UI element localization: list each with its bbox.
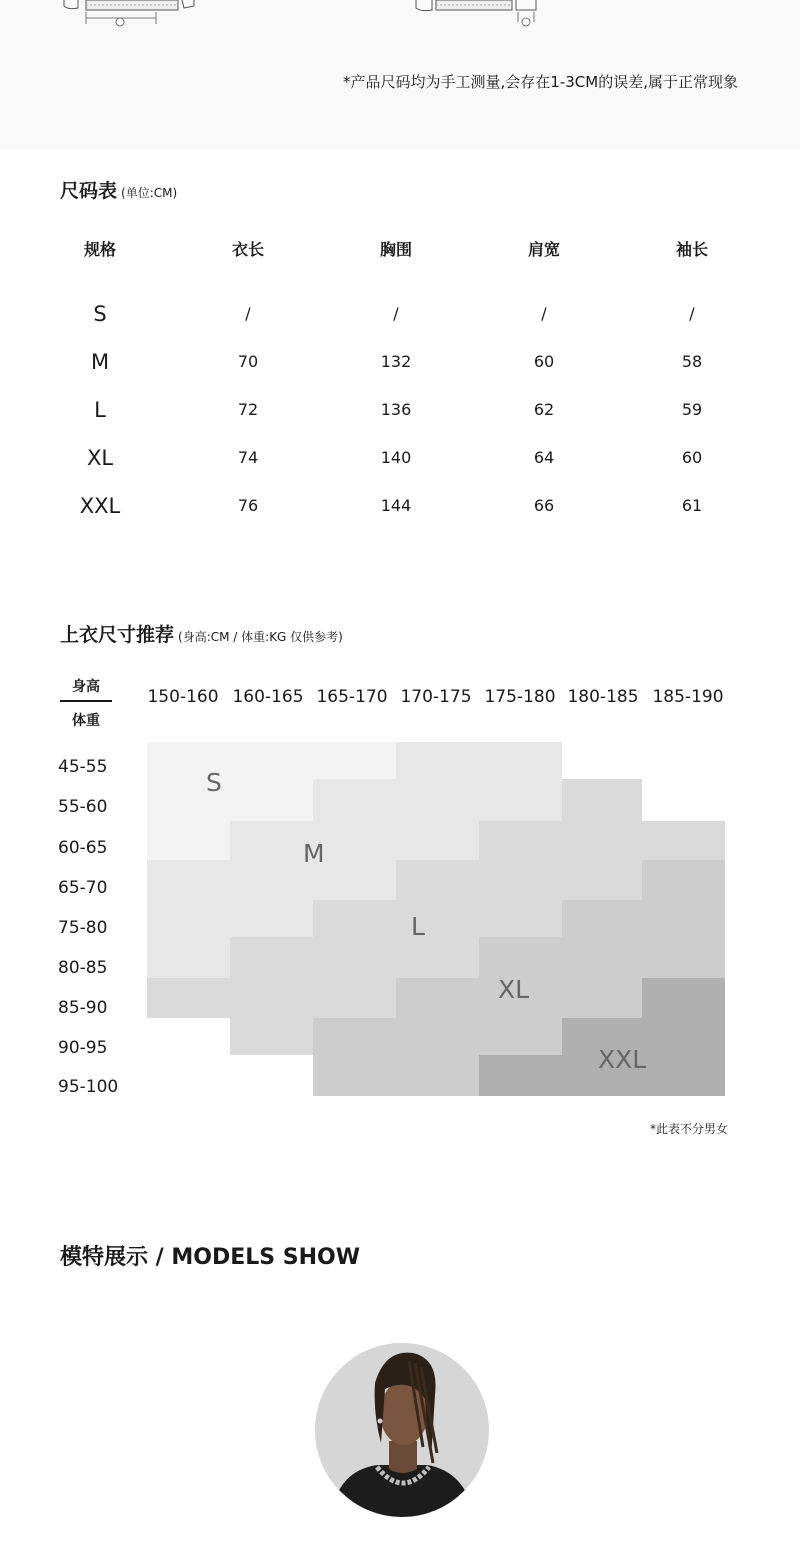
table-row — [26, 434, 766, 482]
weight-range-label: 55-60 — [58, 797, 108, 817]
size-label-xl: XL — [498, 975, 530, 1004]
models-show-title: 模特展示 / MODELS SHOW — [60, 1245, 360, 1270]
weight-range-label: 80-85 — [58, 958, 108, 978]
value-cell: / — [245, 304, 251, 323]
model-avatar — [315, 1343, 489, 1517]
grid-block-xl — [313, 1018, 562, 1055]
corner-divider — [60, 700, 112, 702]
weight-range-label: 95-100 — [58, 1077, 119, 1097]
size-cell: S — [93, 302, 107, 326]
size-chart-header-row — [26, 230, 766, 278]
value-cell: 74 — [237, 448, 259, 467]
value-cell: 58 — [681, 352, 703, 371]
weight-range-label: 65-70 — [58, 878, 108, 898]
header-cell: 袖长 — [675, 240, 708, 259]
size-cell: L — [94, 398, 106, 422]
size-label-s: S — [206, 768, 222, 797]
height-range-label: 185-190 — [652, 687, 724, 707]
header-cell: 胸围 — [379, 240, 412, 259]
garment-sketch-left — [62, 0, 196, 30]
weight-range-label: 75-80 — [58, 918, 108, 938]
grid-block-xl — [313, 1055, 479, 1096]
value-cell: 140 — [380, 448, 412, 467]
weight-range-label: 85-90 — [58, 998, 108, 1018]
grid-block-m — [147, 937, 230, 978]
value-cell: 144 — [380, 496, 412, 515]
model-portrait — [315, 1343, 489, 1517]
height-range-label: 180-185 — [567, 687, 639, 707]
value-cell: 61 — [681, 496, 703, 515]
size-chart-unit: (单位:CM) — [121, 186, 178, 200]
weight-range-label: 90-95 — [58, 1038, 108, 1058]
height-range-label: 165-170 — [316, 687, 388, 707]
weight-axis-label: 体重 — [72, 713, 100, 729]
weight-range-label: 45-55 — [58, 757, 108, 777]
size-cell: XXL — [79, 494, 121, 518]
height-range-label: 170-175 — [400, 687, 472, 707]
value-cell: 60 — [533, 352, 555, 371]
grid-block-l — [396, 860, 642, 900]
value-cell: / — [689, 304, 695, 323]
value-cell: 76 — [237, 496, 259, 515]
value-cell: 59 — [681, 400, 703, 419]
table-row — [26, 386, 766, 434]
grid-block-l — [230, 937, 479, 978]
unisex-note: *此表不分男女 — [649, 1122, 728, 1136]
size-cell: XL — [86, 446, 114, 470]
value-cell: / — [393, 304, 399, 323]
value-cell: / — [541, 304, 547, 323]
grid-block-xl — [562, 900, 725, 937]
weight-range-label: 60-65 — [58, 838, 108, 858]
grid-block-l — [479, 821, 725, 860]
header-cell: 肩宽 — [527, 240, 560, 259]
measurement-note: *产品尺码均为手工测量,会存在1-3CM的误差,属于正常现象 — [343, 73, 738, 91]
size-chart-table — [26, 230, 766, 530]
size-recommend-unit: (身高:CM / 体重:KG 仅供参考) — [178, 630, 343, 644]
height-range-label: 175-180 — [484, 687, 556, 707]
header-cell: 规格 — [83, 240, 116, 259]
value-cell: 60 — [681, 448, 703, 467]
size-cell: M — [90, 350, 110, 374]
grid-block-m — [147, 860, 396, 900]
grid-block-s — [147, 821, 230, 860]
grid-block-xxl — [642, 978, 725, 1018]
grid-block-xl — [479, 937, 725, 978]
table-row — [26, 290, 766, 338]
size-chart-title — [60, 176, 177, 203]
height-range-label: 150-160 — [147, 687, 219, 707]
value-cell: 136 — [380, 400, 412, 419]
grid-block-m — [396, 742, 562, 779]
size-recommend-title — [60, 620, 343, 647]
height-axis-label: 身高 — [72, 679, 100, 695]
table-row — [26, 338, 766, 386]
size-recommend-heading: 上衣尺寸推荐 — [60, 624, 175, 646]
grid-block-l — [313, 900, 562, 937]
height-range-label: 160-165 — [232, 687, 304, 707]
grid-block-m — [313, 779, 562, 821]
value-cell: 66 — [533, 496, 555, 515]
garment-sketch-right — [412, 0, 542, 30]
value-cell: 132 — [380, 352, 412, 371]
recommend-corner-header — [60, 676, 112, 730]
header-cell: 衣长 — [231, 240, 264, 259]
grid-block-s — [147, 742, 396, 779]
grid-block-m — [147, 900, 313, 937]
value-cell: 62 — [533, 400, 555, 419]
table-row — [26, 482, 766, 530]
size-label-l: L — [411, 912, 425, 941]
value-cell: 64 — [533, 448, 555, 467]
grid-block-xl — [642, 860, 725, 900]
value-cell: 70 — [237, 352, 259, 371]
grid-block-l — [147, 978, 396, 1018]
size-label-xxl: XXL — [598, 1045, 647, 1074]
grid-block-l — [562, 779, 642, 821]
value-cell: 72 — [237, 400, 259, 419]
grid-block-l — [230, 1018, 313, 1055]
grid-block-s — [147, 779, 313, 821]
grid-block-m — [230, 821, 479, 860]
size-label-m: M — [303, 839, 325, 868]
size-chart-heading: 尺码表 — [60, 180, 118, 202]
